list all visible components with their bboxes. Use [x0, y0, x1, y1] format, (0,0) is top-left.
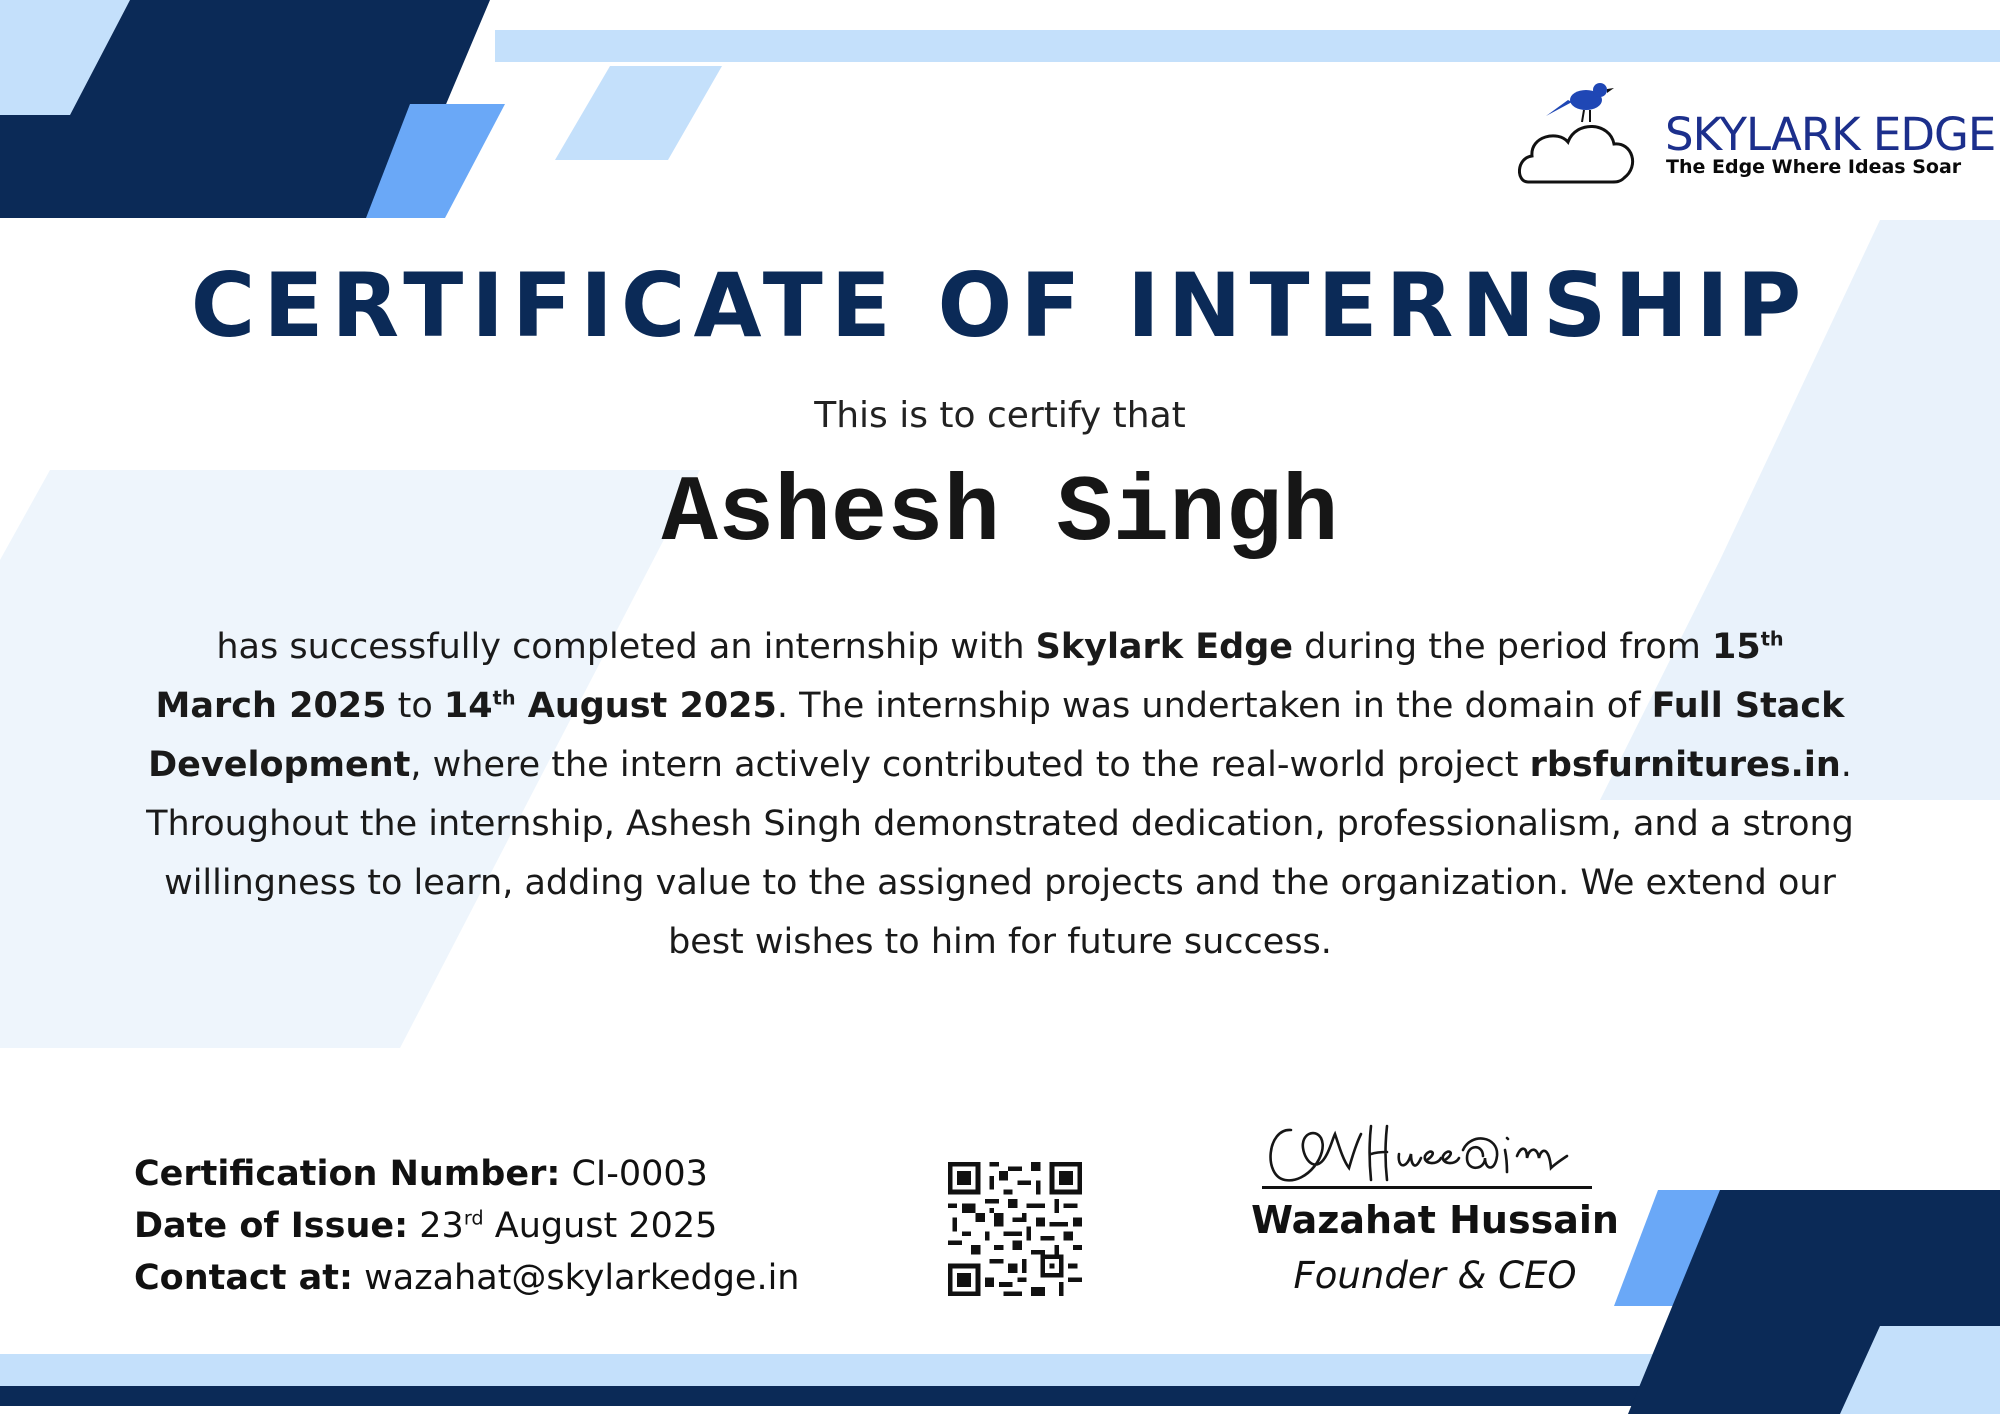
internship-domain: Full Stack Development	[148, 686, 1845, 785]
body-text: during the period from	[1293, 627, 1712, 667]
company-name: Skylark Edge	[1035, 627, 1294, 667]
body-text: . Throughout the internship, Ashesh Singh demonstrated dedication, professionalism, and a strong willingness to learn, adding value to the assigned projects and the organization. We extend our best wishes to him for future success.	[146, 745, 1854, 962]
top-light-accent	[555, 66, 722, 160]
certificate-body	[135, 618, 1865, 972]
signature-line	[1262, 1186, 1592, 1189]
issue-date: 23rd August 2025	[419, 1206, 718, 1246]
qr-code-icon	[948, 1162, 1082, 1296]
certification-number-row: Certification Number: CI-0003	[134, 1154, 708, 1194]
certify-intro: This is to certify that	[814, 395, 1186, 436]
certification-number: CI-0003	[571, 1154, 708, 1194]
issue-date-row: Date of Issue: 23rd August 2025	[134, 1206, 718, 1246]
logo-tagline: The Edge Where Ideas Soar	[1666, 156, 1962, 178]
signatory-name: Wazahat Hussain	[1251, 1198, 1619, 1242]
logo-name: SKYLARK EDGE	[1665, 108, 1996, 161]
body-text: to	[386, 686, 444, 726]
certificate-details	[134, 1148, 800, 1304]
cloud-icon	[1519, 126, 1632, 182]
end-date: 14th August 2025	[443, 686, 777, 726]
body-text: has successfully completed an internship with	[216, 627, 1036, 667]
contact-row: Contact at: wazahat@skylarkedge.in	[134, 1258, 800, 1298]
bottom-navy-band	[0, 1386, 1640, 1406]
project-name: rbsfurnitures.in	[1529, 745, 1841, 785]
bottom-light-band	[0, 1354, 1660, 1386]
signature-image	[1255, 1098, 1595, 1198]
certificate-title: CERTIFICATE OF INTERNSHIP	[190, 254, 1810, 357]
start-date: 15th March 2025	[155, 627, 1784, 726]
signatory-role: Founder & CEO	[1293, 1254, 1577, 1297]
contact-email: wazahat@skylarkedge.in	[364, 1258, 800, 1298]
body-text: , where the intern actively contributed to the real-world project	[410, 745, 1530, 785]
body-text: . The internship was undertaken in the domain of	[776, 686, 1652, 726]
recipient-name: Ashesh Singh	[661, 462, 1339, 568]
top-white-gap	[495, 0, 2000, 30]
